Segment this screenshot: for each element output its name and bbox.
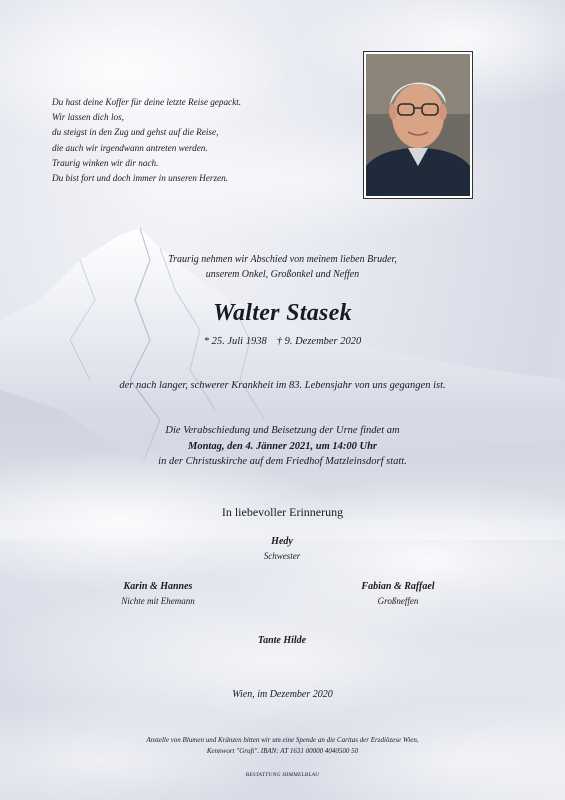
poem-line: Traurig winken wir dir nach. — [52, 157, 159, 168]
donation-note — [0, 735, 565, 757]
mourner-karin-hannes — [58, 580, 258, 608]
passing-statement: der nach langer, schwerer Krankheit im 83. Lebensjahr von uns gegangen ist. — [119, 380, 446, 391]
mourner-name: Tante Hilde — [257, 635, 307, 646]
mourner-relation: Schwester — [263, 551, 301, 561]
mourner-name: Fabian & Raffael — [361, 581, 435, 592]
place-and-date: Wien, im Dezember 2020 — [232, 689, 333, 700]
mourner-tante-hilde — [182, 634, 382, 648]
mourner-relation: Großneffen — [377, 596, 419, 606]
undertaker-name: BESTATTUNG HIMMELBLAU — [245, 772, 320, 778]
ceremony-info — [0, 423, 565, 470]
mourner-fabian-raffael — [298, 580, 498, 608]
birth-date: * 25. Juli 1938 — [203, 336, 267, 347]
mourner-relation: Nichte mit Ehemann — [121, 596, 195, 606]
ceremony-date: Montag, den 4. Jänner 2021, um 14:00 Uhr — [187, 440, 378, 452]
death-date: † 9. Dezember 2020 — [276, 336, 362, 347]
poem-line: Du bist fort und doch immer in unseren Herzen. — [52, 173, 228, 184]
mourner-name: Hedy — [271, 536, 293, 547]
donation-line-1: Anstelle von Blumen und Kränzen bitten wir um eine Spende an die Caritas der Erzdiözese Wien, — [146, 736, 419, 744]
life-dates — [0, 336, 565, 347]
donation-line-2: Kennwort "Gruft". IBAN: AT 1631 00000 4040500 50 — [206, 747, 359, 755]
poem — [52, 95, 342, 186]
poem-line: die auch wir irgendwann antreten werden. — [52, 142, 208, 153]
poem-line: du steigst in den Zug und gehst auf die Reise, — [52, 127, 219, 138]
intro-line-1: Traurig nehmen wir Abschied von meinem lieben Bruder, — [168, 254, 397, 265]
intro-line-2: unserem Onkel, Großonkel und Neffen — [205, 269, 360, 280]
mourner-hedy — [182, 535, 382, 563]
ceremony-location: in der Christuskirche auf dem Friedhof Matzleinsdorf statt. — [158, 456, 407, 467]
portrait-image — [366, 54, 470, 196]
poem-line: Wir lassen dich los, — [52, 112, 124, 123]
intro-text — [0, 252, 565, 282]
memory-heading: In liebevoller Erinnerung — [221, 505, 344, 519]
portrait-photo — [363, 51, 473, 199]
ceremony-line-1: Die Verabschiedung und Beisetzung der Urne findet am — [165, 425, 400, 436]
deceased-name: Walter Stasek — [213, 300, 352, 326]
mourner-name: Karin & Hannes — [123, 581, 193, 592]
poem-line: Du hast deine Koffer für deine letzte Reise gepackt. — [52, 97, 242, 107]
